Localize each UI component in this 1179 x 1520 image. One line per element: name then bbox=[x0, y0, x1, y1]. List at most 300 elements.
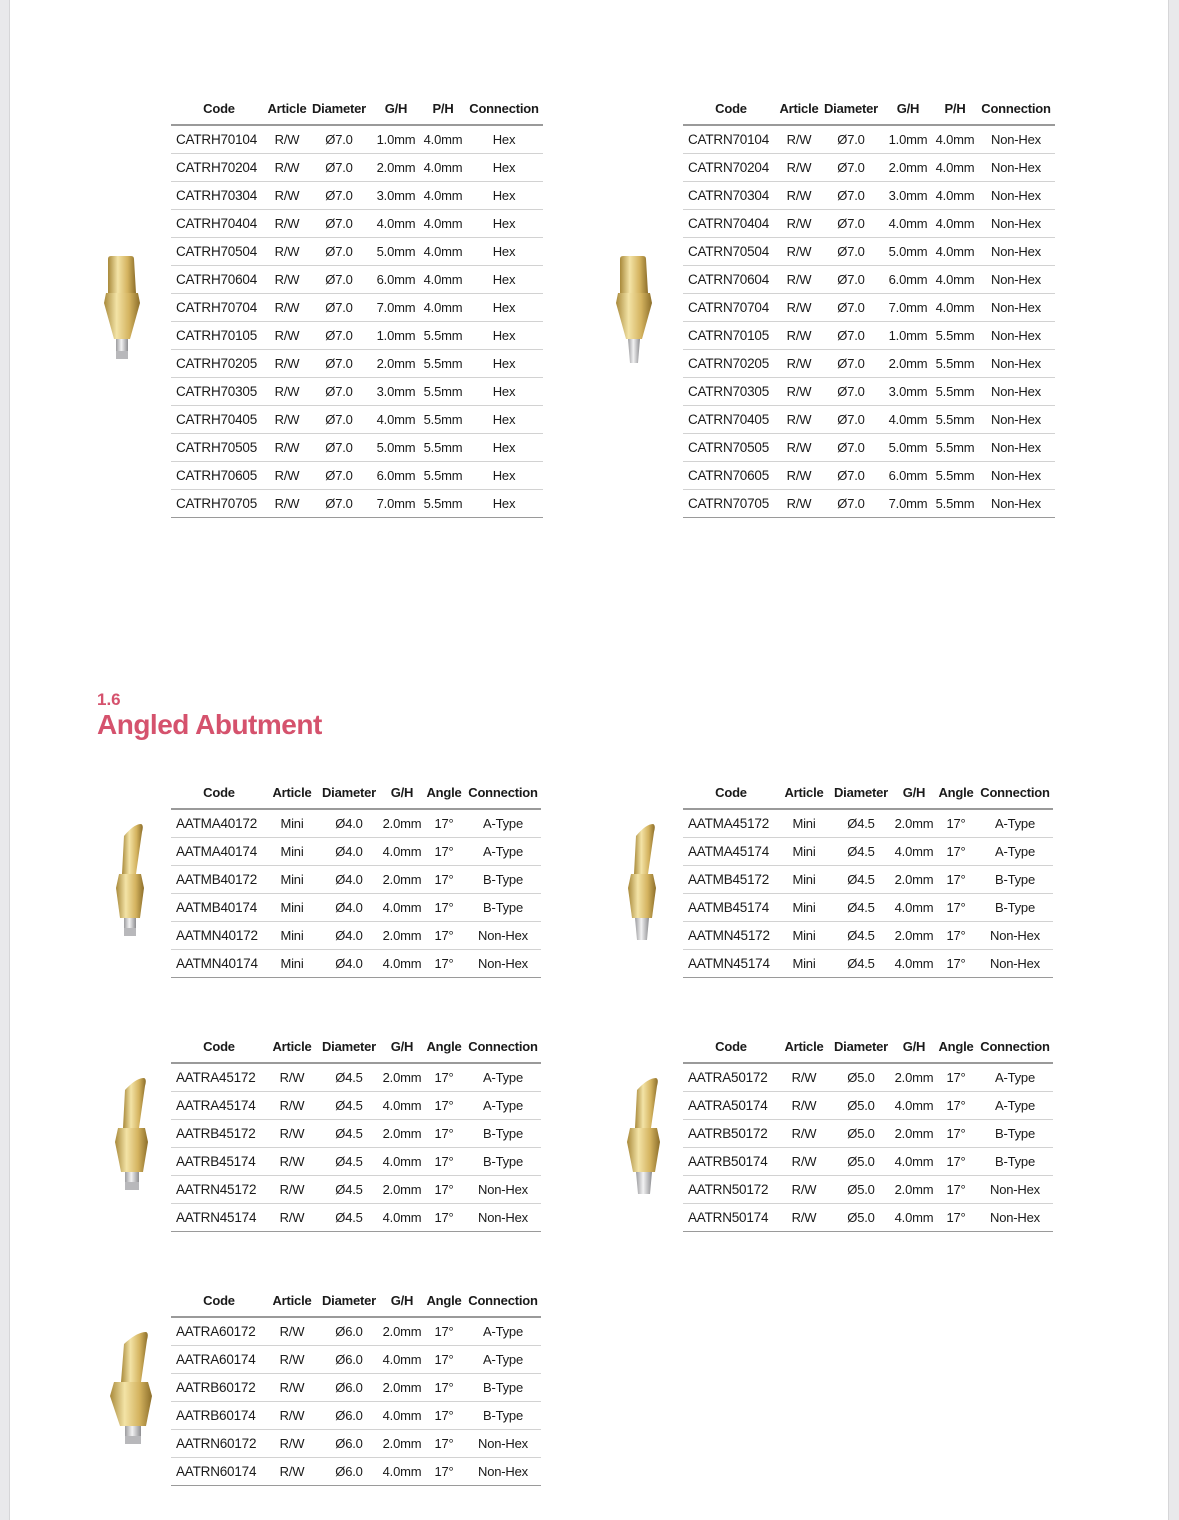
product-code-cell: AATMA45172 bbox=[683, 809, 779, 838]
table-cell: 2.0mm bbox=[381, 1063, 423, 1092]
mini40-spec-table bbox=[171, 776, 541, 978]
table-cell: R/W bbox=[779, 182, 819, 210]
table-cell: R/W bbox=[267, 125, 307, 154]
table-row bbox=[683, 210, 1055, 238]
table-cell: Ø4.0 bbox=[317, 809, 381, 838]
product-code-cell: CATRN70604 bbox=[683, 266, 779, 294]
column-header: Article bbox=[779, 1030, 829, 1063]
product-code-cell: CATRH70705 bbox=[171, 490, 267, 518]
table-cell: Ø7.0 bbox=[819, 125, 883, 154]
product-code-cell: CATRH70304 bbox=[171, 182, 267, 210]
table-cell: Hex bbox=[465, 350, 543, 378]
column-header: Code bbox=[171, 1284, 267, 1317]
table-cell: 17° bbox=[423, 866, 465, 894]
product-code-cell: AATMA40172 bbox=[171, 809, 267, 838]
table-cell: 6.0mm bbox=[371, 462, 421, 490]
table-cell: 5.0mm bbox=[883, 238, 933, 266]
table-cell: R/W bbox=[267, 154, 307, 182]
table-row bbox=[683, 1204, 1053, 1232]
product-code-cell: CATRN70305 bbox=[683, 378, 779, 406]
table-cell: Ø7.0 bbox=[307, 154, 371, 182]
table-cell: 4.0mm bbox=[421, 266, 465, 294]
table-row bbox=[171, 1176, 541, 1204]
column-header: Connection bbox=[977, 776, 1053, 809]
product-code-cell: AATRB50172 bbox=[683, 1120, 779, 1148]
table-cell: 5.0mm bbox=[883, 434, 933, 462]
table-cell: Ø5.0 bbox=[829, 1120, 893, 1148]
table-cell: R/W bbox=[779, 210, 819, 238]
table-cell: Ø7.0 bbox=[819, 462, 883, 490]
table-cell: Ø4.5 bbox=[829, 922, 893, 950]
table-cell: 17° bbox=[935, 866, 977, 894]
table-cell: 4.0mm bbox=[421, 294, 465, 322]
column-header: Code bbox=[171, 776, 267, 809]
table-cell: Ø5.0 bbox=[829, 1092, 893, 1120]
column-header: Angle bbox=[423, 1030, 465, 1063]
table-cell: 5.5mm bbox=[421, 378, 465, 406]
table-cell: R/W bbox=[779, 1063, 829, 1092]
column-header: Angle bbox=[935, 1030, 977, 1063]
table-cell: 4.0mm bbox=[883, 406, 933, 434]
product-code-cell: AATRA45172 bbox=[171, 1063, 267, 1092]
table-cell: 5.5mm bbox=[933, 462, 977, 490]
table-cell: Ø4.5 bbox=[829, 809, 893, 838]
column-header: G/H bbox=[371, 92, 421, 125]
table-row bbox=[171, 950, 541, 978]
table-cell: Mini bbox=[267, 838, 317, 866]
angled-abutment-rw50-icon bbox=[616, 1076, 672, 1196]
table-cell: Ø7.0 bbox=[307, 238, 371, 266]
table-cell: 5.5mm bbox=[933, 490, 977, 518]
table-cell: 17° bbox=[935, 838, 977, 866]
table-cell: 2.0mm bbox=[893, 1120, 935, 1148]
table-cell: Ø6.0 bbox=[317, 1402, 381, 1430]
mini45-table-block bbox=[683, 776, 1053, 978]
table-row bbox=[171, 378, 543, 406]
column-header: Angle bbox=[935, 776, 977, 809]
table-row bbox=[171, 434, 543, 462]
product-code-cell: AATRA50174 bbox=[683, 1092, 779, 1120]
table-cell: R/W bbox=[779, 434, 819, 462]
table-row bbox=[171, 350, 543, 378]
table-cell: B-Type bbox=[977, 894, 1053, 922]
table-row bbox=[683, 838, 1053, 866]
table-cell: Hex bbox=[465, 462, 543, 490]
table-row bbox=[171, 1092, 541, 1120]
table-cell: Mini bbox=[779, 866, 829, 894]
table-row bbox=[171, 182, 543, 210]
table-cell: Mini bbox=[779, 950, 829, 978]
table-cell: R/W bbox=[267, 434, 307, 462]
table-cell: 5.5mm bbox=[933, 434, 977, 462]
table-cell: A-Type bbox=[465, 1346, 541, 1374]
table-cell: A-Type bbox=[465, 809, 541, 838]
table-cell: R/W bbox=[779, 1092, 829, 1120]
table-cell: Ø4.0 bbox=[317, 838, 381, 866]
product-code-cell: CATRN70205 bbox=[683, 350, 779, 378]
table-cell: Ø7.0 bbox=[307, 434, 371, 462]
table-row bbox=[171, 894, 541, 922]
table-cell: 4.0mm bbox=[933, 238, 977, 266]
mini40-table-block bbox=[171, 776, 541, 978]
table-cell: 17° bbox=[423, 1063, 465, 1092]
table-cell: R/W bbox=[779, 406, 819, 434]
table-row bbox=[683, 154, 1055, 182]
table-cell: Non-Hex bbox=[977, 950, 1053, 978]
table-cell: Non-Hex bbox=[465, 922, 541, 950]
table-cell: 3.0mm bbox=[371, 182, 421, 210]
table-cell: Hex bbox=[465, 125, 543, 154]
table-cell: Ø6.0 bbox=[317, 1317, 381, 1346]
table-cell: Ø6.0 bbox=[317, 1458, 381, 1486]
table-row bbox=[683, 294, 1055, 322]
table-cell: 17° bbox=[423, 809, 465, 838]
product-code-cell: CATRH70204 bbox=[171, 154, 267, 182]
rw45-spec-table bbox=[171, 1030, 541, 1232]
table-cell: Non-Hex bbox=[977, 238, 1055, 266]
table-cell: 4.0mm bbox=[371, 210, 421, 238]
table-cell: 1.0mm bbox=[883, 322, 933, 350]
product-code-cell: CATRN70304 bbox=[683, 182, 779, 210]
table-cell: 4.0mm bbox=[933, 182, 977, 210]
table-cell: 2.0mm bbox=[381, 809, 423, 838]
table-row bbox=[171, 1063, 541, 1092]
column-header: G/H bbox=[381, 776, 423, 809]
table-cell: A-Type bbox=[465, 838, 541, 866]
table-cell: 2.0mm bbox=[893, 922, 935, 950]
table-cell: R/W bbox=[779, 1120, 829, 1148]
column-header: Code bbox=[683, 92, 779, 125]
table-cell: 2.0mm bbox=[381, 1374, 423, 1402]
table-cell: Non-Hex bbox=[977, 210, 1055, 238]
table-cell: Ø7.0 bbox=[307, 182, 371, 210]
product-code-cell: AATRN45172 bbox=[171, 1176, 267, 1204]
table-cell: 4.0mm bbox=[893, 894, 935, 922]
table-row bbox=[683, 322, 1055, 350]
table-cell: Non-Hex bbox=[465, 1176, 541, 1204]
product-code-cell: AATRA60172 bbox=[171, 1317, 267, 1346]
table-cell: Mini bbox=[267, 894, 317, 922]
table-cell: R/W bbox=[779, 462, 819, 490]
table-cell: 4.0mm bbox=[933, 210, 977, 238]
straight-hex-abutment-icon bbox=[96, 255, 146, 367]
column-header: Connection bbox=[465, 1284, 541, 1317]
product-code-cell: AATRN60174 bbox=[171, 1458, 267, 1486]
table-cell: B-Type bbox=[465, 1402, 541, 1430]
table-cell: 17° bbox=[935, 1204, 977, 1232]
table-cell: R/W bbox=[779, 125, 819, 154]
table-cell: Ø7.0 bbox=[819, 154, 883, 182]
table-cell: 17° bbox=[935, 1176, 977, 1204]
angled-abutment-a-type-icon bbox=[104, 822, 154, 942]
column-header: Diameter bbox=[317, 1284, 381, 1317]
table-cell: Non-Hex bbox=[977, 434, 1055, 462]
table-cell: B-Type bbox=[465, 866, 541, 894]
table-cell: 5.5mm bbox=[421, 490, 465, 518]
table-cell: B-Type bbox=[977, 1148, 1053, 1176]
table-cell: 17° bbox=[423, 1402, 465, 1430]
column-header: Diameter bbox=[317, 776, 381, 809]
table-cell: B-Type bbox=[465, 894, 541, 922]
table-row bbox=[171, 866, 541, 894]
table-cell: A-Type bbox=[977, 1092, 1053, 1120]
table-row bbox=[171, 406, 543, 434]
column-header: P/H bbox=[421, 92, 465, 125]
table-cell: 4.0mm bbox=[381, 838, 423, 866]
table-cell: B-Type bbox=[465, 1120, 541, 1148]
table-cell: 4.0mm bbox=[893, 950, 935, 978]
column-header: Connection bbox=[465, 92, 543, 125]
table-row bbox=[683, 434, 1055, 462]
table-cell: Non-Hex bbox=[977, 125, 1055, 154]
table-cell: 17° bbox=[935, 922, 977, 950]
table-cell: R/W bbox=[267, 1317, 317, 1346]
section-number: 1.6 bbox=[97, 690, 121, 709]
crh-spec-table bbox=[171, 92, 543, 518]
table-cell: Ø7.0 bbox=[307, 210, 371, 238]
column-header: Article bbox=[267, 776, 317, 809]
table-cell: R/W bbox=[779, 1176, 829, 1204]
table-cell: Ø7.0 bbox=[307, 350, 371, 378]
table-cell: 17° bbox=[423, 1430, 465, 1458]
table-cell: Ø7.0 bbox=[307, 125, 371, 154]
table-cell: Non-Hex bbox=[465, 1458, 541, 1486]
table-cell: R/W bbox=[267, 1374, 317, 1402]
table-cell: Ø4.5 bbox=[317, 1148, 381, 1176]
table-cell: Ø4.0 bbox=[317, 866, 381, 894]
table-cell: 17° bbox=[935, 809, 977, 838]
table-cell: 17° bbox=[935, 1092, 977, 1120]
table-cell: Ø4.5 bbox=[317, 1120, 381, 1148]
product-code-cell: CATRN70104 bbox=[683, 125, 779, 154]
table-cell: R/W bbox=[267, 294, 307, 322]
section-title: Angled Abutment bbox=[97, 709, 322, 740]
rw50-spec-table bbox=[683, 1030, 1053, 1232]
table-cell: Ø7.0 bbox=[819, 238, 883, 266]
table-cell: R/W bbox=[267, 210, 307, 238]
table-cell: Non-Hex bbox=[977, 490, 1055, 518]
product-code-cell: CATRN70204 bbox=[683, 154, 779, 182]
product-code-cell: AATRA60174 bbox=[171, 1346, 267, 1374]
table-row bbox=[683, 266, 1055, 294]
table-cell: R/W bbox=[267, 182, 307, 210]
table-cell: 2.0mm bbox=[883, 350, 933, 378]
table-cell: Ø7.0 bbox=[819, 406, 883, 434]
table-cell: 4.0mm bbox=[893, 1204, 935, 1232]
table-cell: Non-Hex bbox=[977, 462, 1055, 490]
column-header: Code bbox=[683, 776, 779, 809]
table-cell: R/W bbox=[267, 406, 307, 434]
table-row bbox=[171, 1317, 541, 1346]
table-row bbox=[171, 490, 543, 518]
column-header: Code bbox=[171, 92, 267, 125]
table-row bbox=[171, 809, 541, 838]
table-cell: 17° bbox=[423, 1120, 465, 1148]
table-cell: Ø7.0 bbox=[307, 378, 371, 406]
column-header: Code bbox=[171, 1030, 267, 1063]
table-cell: 17° bbox=[423, 1204, 465, 1232]
table-cell: 17° bbox=[423, 1176, 465, 1204]
table-cell: R/W bbox=[267, 322, 307, 350]
table-cell: 7.0mm bbox=[883, 490, 933, 518]
table-cell: 7.0mm bbox=[883, 294, 933, 322]
column-header: Diameter bbox=[829, 1030, 893, 1063]
table-cell: 4.0mm bbox=[421, 182, 465, 210]
table-row bbox=[683, 866, 1053, 894]
table-row bbox=[683, 378, 1055, 406]
table-cell: Ø7.0 bbox=[819, 322, 883, 350]
table-cell: Ø7.0 bbox=[819, 210, 883, 238]
table-cell: 2.0mm bbox=[883, 154, 933, 182]
table-cell: Ø4.5 bbox=[317, 1204, 381, 1232]
rw60-spec-table bbox=[171, 1284, 541, 1486]
table-cell: R/W bbox=[267, 1148, 317, 1176]
crh-table-block bbox=[171, 92, 543, 518]
table-cell: Non-Hex bbox=[977, 182, 1055, 210]
table-cell: 17° bbox=[423, 922, 465, 950]
table-cell: 17° bbox=[423, 1374, 465, 1402]
column-header: Angle bbox=[423, 776, 465, 809]
table-cell: A-Type bbox=[465, 1317, 541, 1346]
table-cell: R/W bbox=[267, 378, 307, 406]
table-cell: R/W bbox=[267, 1063, 317, 1092]
table-row bbox=[171, 462, 543, 490]
table-cell: R/W bbox=[779, 1204, 829, 1232]
table-cell: A-Type bbox=[977, 1063, 1053, 1092]
table-cell: 5.5mm bbox=[421, 406, 465, 434]
table-cell: 6.0mm bbox=[883, 266, 933, 294]
table-cell: 4.0mm bbox=[381, 950, 423, 978]
product-code-cell: AATRB45174 bbox=[171, 1148, 267, 1176]
table-cell: Non-Hex bbox=[977, 350, 1055, 378]
table-cell: R/W bbox=[267, 490, 307, 518]
table-cell: 2.0mm bbox=[371, 154, 421, 182]
product-code-cell: CATRH70405 bbox=[171, 406, 267, 434]
table-cell: Ø7.0 bbox=[819, 378, 883, 406]
table-cell: R/W bbox=[267, 1458, 317, 1486]
product-code-cell: AATMN45174 bbox=[683, 950, 779, 978]
table-cell: R/W bbox=[779, 378, 819, 406]
rw45-table-block bbox=[171, 1030, 541, 1232]
table-cell: Hex bbox=[465, 266, 543, 294]
angled-abutment-rw45-icon bbox=[104, 1076, 160, 1196]
table-row bbox=[171, 154, 543, 182]
table-row bbox=[683, 490, 1055, 518]
table-cell: Ø4.5 bbox=[317, 1092, 381, 1120]
table-cell: Non-Hex bbox=[977, 154, 1055, 182]
product-code-cell: CATRH70605 bbox=[171, 462, 267, 490]
rw60-table-block bbox=[171, 1284, 541, 1486]
table-cell: 17° bbox=[423, 894, 465, 922]
table-cell: 7.0mm bbox=[371, 294, 421, 322]
table-cell: R/W bbox=[267, 1092, 317, 1120]
table-cell: Non-Hex bbox=[977, 1176, 1053, 1204]
table-row bbox=[683, 182, 1055, 210]
table-cell: Ø4.0 bbox=[317, 922, 381, 950]
table-cell: 4.0mm bbox=[933, 266, 977, 294]
table-cell: 17° bbox=[423, 1148, 465, 1176]
column-header: Connection bbox=[977, 92, 1055, 125]
product-code-cell: AATRN50172 bbox=[683, 1176, 779, 1204]
table-cell: 6.0mm bbox=[883, 462, 933, 490]
table-cell: 4.0mm bbox=[893, 838, 935, 866]
product-code-cell: CATRH70205 bbox=[171, 350, 267, 378]
table-cell: R/W bbox=[267, 1402, 317, 1430]
table-cell: 7.0mm bbox=[371, 490, 421, 518]
table-cell: Ø7.0 bbox=[307, 266, 371, 294]
table-cell: Mini bbox=[267, 866, 317, 894]
table-cell: 2.0mm bbox=[381, 866, 423, 894]
table-row bbox=[171, 322, 543, 350]
table-cell: R/W bbox=[267, 238, 307, 266]
table-row bbox=[683, 125, 1055, 154]
table-row bbox=[683, 238, 1055, 266]
column-header: Connection bbox=[465, 1030, 541, 1063]
table-cell: 2.0mm bbox=[893, 1176, 935, 1204]
table-cell: Mini bbox=[779, 809, 829, 838]
product-code-cell: AATRN60172 bbox=[171, 1430, 267, 1458]
table-cell: 4.0mm bbox=[893, 1148, 935, 1176]
column-header: Article bbox=[779, 92, 819, 125]
table-row bbox=[171, 838, 541, 866]
table-cell: 4.0mm bbox=[381, 1458, 423, 1486]
table-cell: Non-Hex bbox=[465, 1430, 541, 1458]
table-cell: R/W bbox=[779, 322, 819, 350]
table-cell: R/W bbox=[779, 490, 819, 518]
table-cell: Ø5.0 bbox=[829, 1063, 893, 1092]
angled-abutment-nonhex-icon bbox=[616, 822, 666, 942]
table-cell: Hex bbox=[465, 294, 543, 322]
table-cell: 5.5mm bbox=[421, 350, 465, 378]
table-cell: 17° bbox=[935, 1063, 977, 1092]
product-code-cell: AATMA40174 bbox=[171, 838, 267, 866]
table-cell: Non-Hex bbox=[977, 266, 1055, 294]
product-code-cell: CATRH70305 bbox=[171, 378, 267, 406]
table-cell: Mini bbox=[779, 838, 829, 866]
table-row bbox=[171, 1148, 541, 1176]
table-row bbox=[683, 1120, 1053, 1148]
catalog-page bbox=[10, 0, 1168, 1520]
product-code-cell: CATRN70605 bbox=[683, 462, 779, 490]
table-cell: 17° bbox=[935, 950, 977, 978]
table-cell: R/W bbox=[779, 238, 819, 266]
table-cell: 1.0mm bbox=[371, 322, 421, 350]
table-cell: B-Type bbox=[977, 1120, 1053, 1148]
table-cell: Mini bbox=[779, 922, 829, 950]
table-cell: R/W bbox=[267, 462, 307, 490]
table-cell: 2.0mm bbox=[893, 809, 935, 838]
table-cell: Ø6.0 bbox=[317, 1430, 381, 1458]
column-header: Article bbox=[267, 92, 307, 125]
table-cell: B-Type bbox=[977, 866, 1053, 894]
table-row bbox=[683, 1092, 1053, 1120]
product-code-cell: AATRB60172 bbox=[171, 1374, 267, 1402]
table-cell: A-Type bbox=[465, 1092, 541, 1120]
table-cell: Ø7.0 bbox=[307, 490, 371, 518]
table-cell: 1.0mm bbox=[371, 125, 421, 154]
table-cell: 17° bbox=[423, 1092, 465, 1120]
angled-abutment-rw60-icon bbox=[102, 1330, 164, 1450]
product-code-cell: AATRA45174 bbox=[171, 1092, 267, 1120]
table-cell: 1.0mm bbox=[883, 125, 933, 154]
product-code-cell: AATMN40174 bbox=[171, 950, 267, 978]
product-code-cell: AATMN40172 bbox=[171, 922, 267, 950]
table-row bbox=[171, 125, 543, 154]
table-row bbox=[683, 809, 1053, 838]
table-cell: 17° bbox=[935, 1148, 977, 1176]
table-cell: Ø7.0 bbox=[307, 406, 371, 434]
table-cell: Non-Hex bbox=[977, 322, 1055, 350]
